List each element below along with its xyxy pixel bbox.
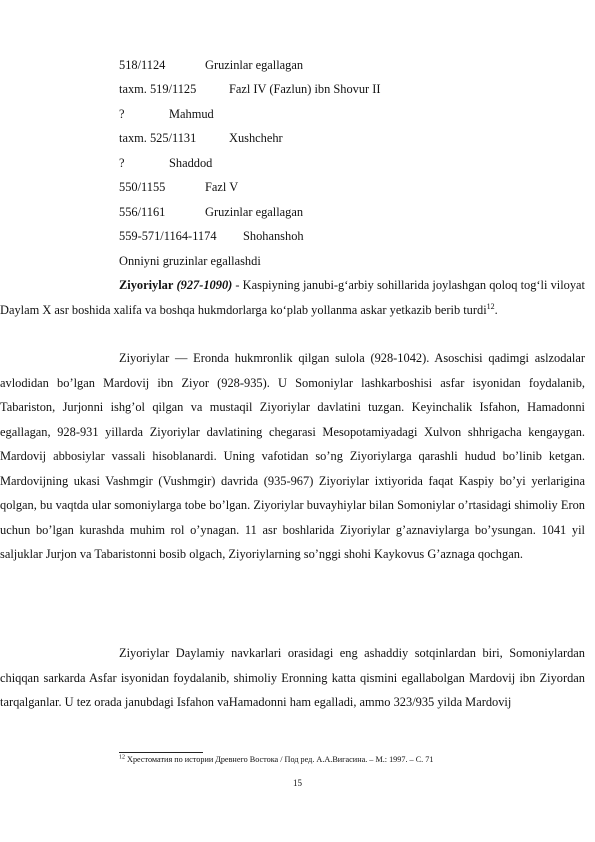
paragraph-intro-body [0,273,585,322]
list-date: 559-571/1164-1174 [119,229,217,243]
list-date: 518/1124 [119,58,166,72]
list-date: taxm. 525/1131 [119,131,197,145]
paragraph-origins [0,641,585,715]
paragraph-text: - Kaspiyning janubi-g‘arbiy sohillarida joylashgan qoloq tog‘li viloyat Daylam X asr boshida xalifa va boshqa hukmdorlarga ko‘plab yollanma askar yetkazib berib turdi [0,278,585,317]
list-date: ? [119,156,125,170]
list-item [119,228,304,244]
paragraph-end: . [494,302,498,317]
paragraph-dynasty-history [0,346,585,567]
list-name: Gruzinlar egallagan [205,58,304,72]
list-item [119,179,239,195]
list-item [119,130,283,146]
paragraph-origins-text: Ziyoriylar Daylamiy navkarlari orasidagi eng ashaddiy sotqinlardan biri, Somoniylardan chiqqan sarkarda Asfar isyonidan foydalanib, shimoliy Eronning katta qismini egallabolgan Mardovij ibn Ziyordan tarqalganlar. U tez orada janubdagi Isfahon vaHamadonni ham egalladi, ammo 323/935 yilda Mardovij [0,646,585,710]
list-name: Fazl IV (Fazlun) ibn Shovur II [229,82,381,96]
paragraph-intro [0,273,585,322]
list-date: 556/1161 [119,205,166,219]
list-item [119,155,213,171]
paragraph-dynasty-history-text: Ziyoriylar — Eronda hukmronlik qilgan sulola (928-1042). Asoschisi qadimgi aslzodalar avlodidan bo’lgan Mardovij ibn Ziyor (928-935). U Somoniylar lashkarboshisi asfar isyonidan foydalanib, Tabariston, Jurjonni ishg’ol qilgan va mustaqil Ziyoriylar davlatini tuzgan. Keyinchalik Isfahon, Hamadonni egallagan, 928-931 yillarda Ziyoriylar davlatining chegarasi Mesopotamiyadagi Xulvon shhrigacha kengaygan. Mardovij abbosiylar vassali hisoblanardi. Uning vafotidan so’ng Ziyoriylarga qarashli hudud bo’linib ketgan. Mardovijning ukasi Vashmgir (Vushmgir) davrida (935-967) Ziyoriylar ixtiyorida faqat Kaspiy bo’yi yerlarigina qolgan, bu vaqtda ular somoniylarga tobe bo’lgan. Ziyoriylar buvayhiylar bilan Somoniylar o’rtasidagi shimoliy Eron uchun bo’lgan kurashda muhim rol o’ynagan. 11 asr boshlarida Ziyoriylar g’aznaviylarga bo’ysungan. 1041 yil saljuklar Jurjon va Tabaristonni bosib olgach, Ziyoriylarning so’nggi shohi Kaykovus G’aznaga qochgan. [0,351,585,562]
page-number: 15 [293,778,302,788]
list-note: Onniyni gruzinlar egallashdi [119,254,261,268]
term-dates: (927-1090) [176,278,233,292]
term-ziyoriylar: Ziyoriylar [119,278,174,292]
list-item [119,57,304,73]
list-name: Mahmud [169,107,214,121]
list-name: Fazl V [205,180,239,194]
list-name: Shohanshoh [243,229,304,243]
list-name: Xushchehr [229,131,283,145]
list-item [119,204,304,220]
footnote-number: 12 [119,754,125,761]
footnote [119,754,433,765]
list-date: 550/1155 [119,180,166,194]
footnote-ref: 12 [486,301,495,311]
list-date: taxm. 519/1125 [119,82,197,96]
list-name: Gruzinlar egallagan [205,205,304,219]
footnote-divider [119,752,203,753]
list-name: Shaddod [169,156,213,170]
footnote-text: Хрестоматия по истории Древнего Востока / Под ред. А.А.Вигасина. – М.: 1997. – С. 71 [125,755,434,764]
list-item [119,106,214,122]
list-item [119,81,381,97]
list-date: ? [119,107,125,121]
